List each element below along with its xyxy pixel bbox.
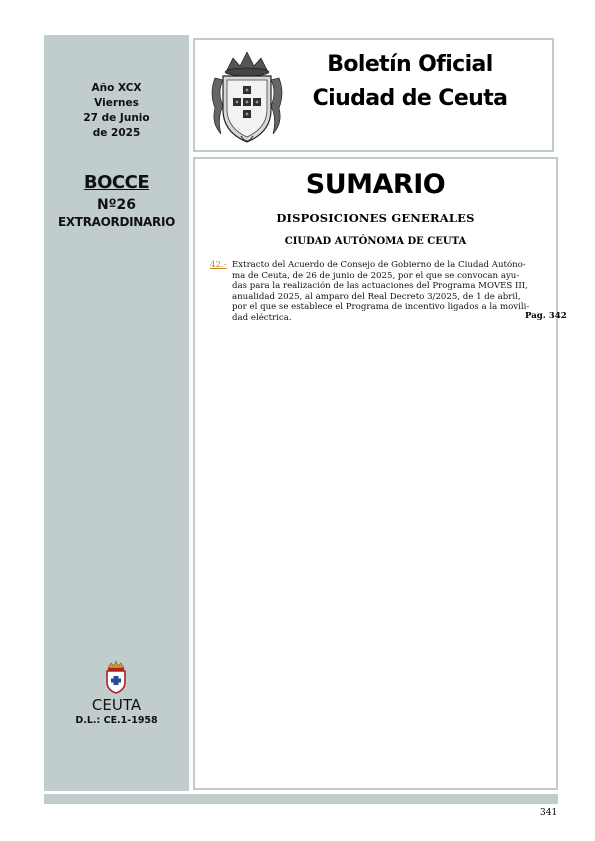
- entry-line: dad eléctrica.: [232, 312, 292, 323]
- footer-bar: [44, 794, 558, 804]
- legal-deposit: D.L.: CE.1-1958: [75, 715, 158, 726]
- city-name: CEUTA: [91, 696, 142, 714]
- bulletin-title-line1: Boletín Oficial: [327, 52, 493, 77]
- issue-date: 27 de Junio: [83, 112, 150, 124]
- issue-weekday: Viernes: [94, 97, 139, 109]
- entry-line: anualidad 2025, al amparo del Real Decreto 3/2025, de 1 de abril,: [232, 291, 521, 302]
- subsection-heading: CIUDAD AUTÓNOMA DE CEUTA: [284, 236, 467, 247]
- bulletin-number: Nº26: [96, 197, 137, 213]
- issue-year-full: de 2025: [92, 127, 141, 139]
- entry-line: das para la realización de las actuaciones del Programa MOVES III,: [232, 281, 528, 292]
- bulletin-type: EXTRAORDINARIO: [57, 215, 176, 229]
- summary-title: SUMARIO: [305, 169, 446, 200]
- entry-number-link[interactable]: 42.-: [210, 260, 227, 270]
- coat-of-arms-icon: [104, 660, 128, 694]
- header-box: [193, 38, 554, 152]
- entry-line: Extracto del Acuerdo de Consejo de Gobierno de la Ciudad Autóno-: [232, 260, 526, 270]
- entry-page-reference: Pag. 342: [525, 311, 567, 321]
- summary-box: [193, 157, 567, 790]
- section-heading: DISPOSICIONES GENERALES: [276, 211, 475, 225]
- page-number: 341: [540, 808, 558, 818]
- issue-date-block: [44, 81, 189, 141]
- bulletin-title-line2: Ciudad de Ceuta: [312, 86, 508, 111]
- issue-year: Año XCX: [91, 82, 142, 94]
- bocce-title: BOCCE: [83, 172, 150, 193]
- entry-line: ma de Ceuta, de 26 de junio de 2025, por el que se convocan ayu-: [232, 270, 520, 281]
- sidebar: [44, 35, 189, 791]
- entry-description: [232, 260, 530, 324]
- entry-line: por el que se establece el Programa de incentivo ligados a la movili-: [232, 302, 530, 313]
